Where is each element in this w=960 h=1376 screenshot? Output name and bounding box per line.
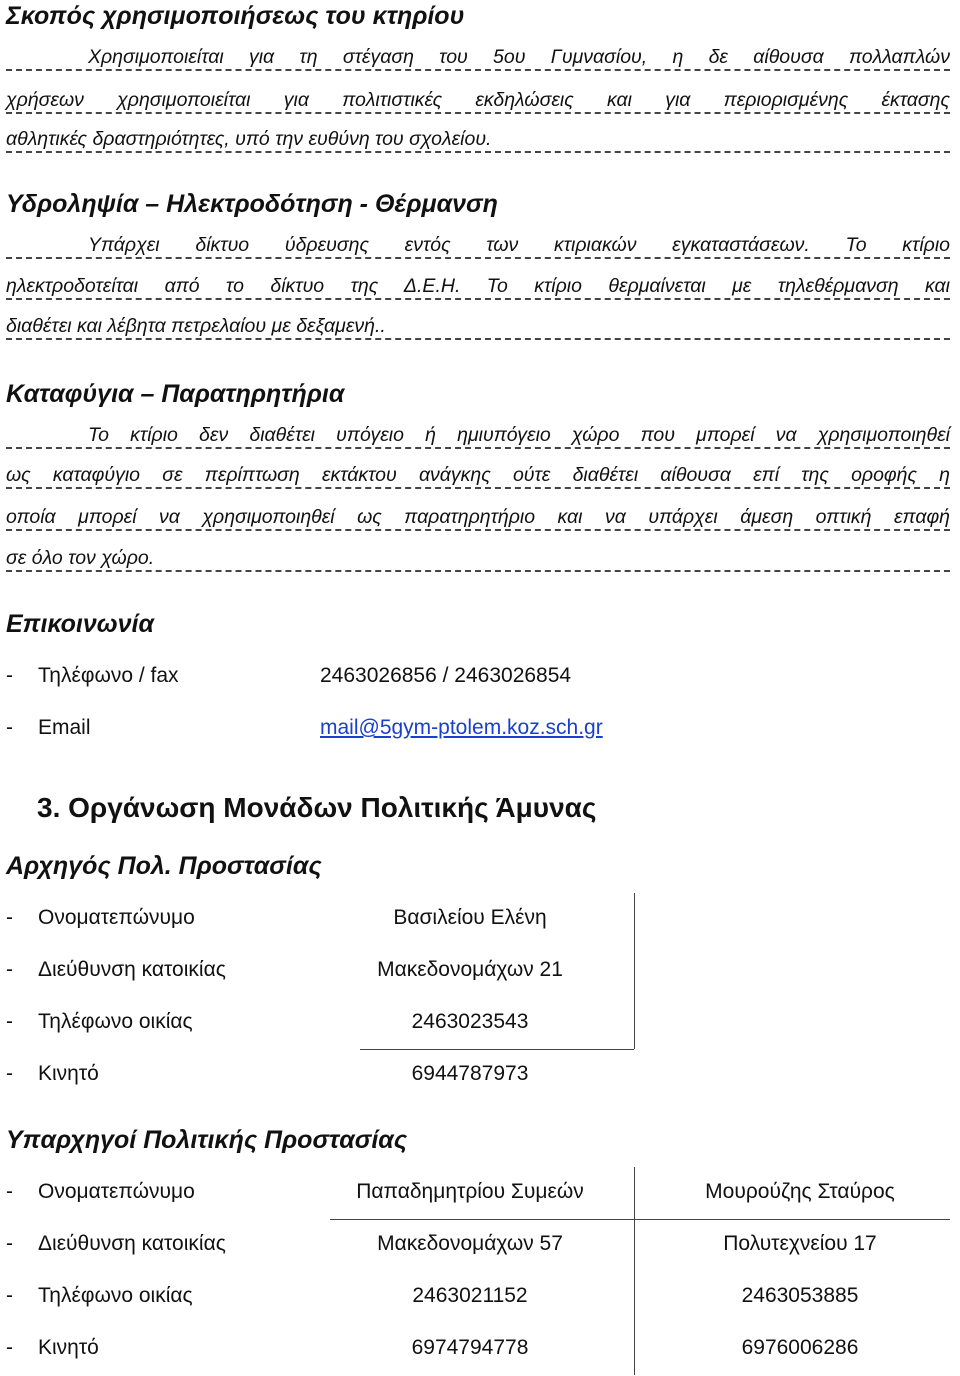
- shelters-line-2: ως καταφύγιο σε περίπτωση εκτάκτου ανάγκης ούτε διαθέτει αίθουσα επί της οροφής η: [6, 463, 950, 489]
- chief-mobile-label: Κινητό: [38, 1062, 99, 1085]
- deputy1-home-phone-value: 2463021152: [412, 1284, 528, 1307]
- chief-table-border: [634, 893, 635, 1049]
- usage-line-3: αθλητικές δραστηριότητες, υπό την ευθύνη του σχολείου.: [6, 127, 950, 153]
- utilities-heading: Υδροληψία – Ηλεκτροδότηση - Θέρμανση: [6, 190, 498, 218]
- deputy2-mobile-value: 6976006286: [741, 1336, 859, 1359]
- chief-row-address: [6, 958, 226, 982]
- deputies-mobile-label: Κινητό: [38, 1336, 99, 1359]
- deputies-row-home-phone: [6, 1284, 193, 1308]
- row-dash: -: [6, 1180, 13, 1203]
- contact-row-email: [6, 716, 91, 740]
- usage-line-2: χρήσεων χρησιμοποιείται για πολιτιστικές εκδηλώσεις και για περιορισμένης έκτασης: [6, 88, 950, 114]
- deputies-row-address: [6, 1232, 226, 1256]
- contact-row-phone: [6, 664, 179, 688]
- deputies-home-phone-label: Τηλέφωνο οικίας: [38, 1284, 193, 1307]
- chief-row-home-phone: [6, 1010, 193, 1034]
- deputies-row-name: [6, 1180, 195, 1204]
- contact-phone-value: 2463026856 / 2463026854: [320, 664, 572, 687]
- contact-phone-label: Τηλέφωνο / fax: [38, 664, 179, 687]
- deputy1-mobile-value: 6974794778: [411, 1336, 529, 1359]
- chief-address-label: Διεύθυνση κατοικίας: [38, 958, 226, 981]
- usage-heading: Σκοπός χρησιμοποιήσεως του κτηρίου: [6, 2, 465, 30]
- deputies-row-mobile: [6, 1336, 99, 1360]
- deputies-table-row-line: [330, 1219, 950, 1220]
- chief-home-phone-value: 2463023543: [411, 1010, 529, 1033]
- contact-email-label: Email: [38, 716, 91, 739]
- shelters-heading: Καταφύγια – Παρατηρητήρια: [6, 380, 345, 408]
- row-dash: -: [6, 906, 13, 929]
- chief-name-value: Βασιλείου Ελένη: [393, 906, 547, 929]
- row-dash: -: [6, 1336, 13, 1359]
- chief-heading: Αρχηγός Πολ. Προστασίας: [6, 852, 322, 880]
- chief-mobile-value: 6944787973: [411, 1062, 529, 1085]
- row-dash: -: [6, 958, 13, 981]
- deputy2-address-value: Πολυτεχνείου 17: [723, 1232, 877, 1255]
- chief-home-phone-label: Τηλέφωνο οικίας: [38, 1010, 193, 1033]
- contact-email-link[interactable]: mail@5gym-ptolem.koz.sch.gr: [320, 716, 603, 739]
- row-dash: -: [6, 716, 13, 739]
- deputy2-name-value: Μουρούζης Σταύρος: [705, 1180, 895, 1203]
- utilities-line-1: Υπάρχει δίκτυο ύδρευσης εντός των κτιριακών εγκαταστάσεων. Το κτίριο: [6, 233, 950, 259]
- utilities-line-3: διαθέτει και λέβητα πετρελαίου με δεξαμενή..: [6, 314, 950, 340]
- chief-row-mobile: [6, 1062, 99, 1086]
- deputies-table-divider: [634, 1167, 635, 1375]
- deputy1-name-value: Παπαδημητρίου Συμεών: [356, 1180, 584, 1203]
- deputies-address-label: Διεύθυνση κατοικίας: [38, 1232, 226, 1255]
- shelters-line-1: Το κτίριο δεν διαθέτει υπόγειο ή ημιυπόγειο χώρο που μπορεί να χρησιμοποιηθεί: [6, 423, 950, 449]
- chief-name-label: Ονοματεπώνυμο: [38, 906, 195, 929]
- usage-line-1: Χρησιμοποιείται για τη στέγαση του 5ου Γυμνασίου, η δε αίθουσα πολλαπλών: [6, 45, 950, 71]
- row-dash: -: [6, 1232, 13, 1255]
- chief-table-border-bottom: [360, 1049, 634, 1050]
- row-dash: -: [6, 1284, 13, 1307]
- row-dash: -: [6, 1062, 13, 1085]
- utilities-line-2: ηλεκτροδοτείται από το δίκτυο της Δ.Ε.Η. Το κτίριο θερμαίνεται με τηλεθέρμανση και: [6, 274, 950, 300]
- deputies-name-label: Ονοματεπώνυμο: [38, 1180, 195, 1203]
- shelters-line-4: σε όλο τον χώρο.: [6, 546, 950, 572]
- contact-heading: Επικοινωνία: [6, 610, 154, 638]
- organization-heading: 3. Οργάνωση Μονάδων Πολιτικής Άμυνας: [37, 792, 597, 823]
- deputy1-address-value: Μακεδονομάχων 57: [377, 1232, 563, 1255]
- deputies-heading: Υπαρχηγοί Πολιτικής Προστασίας: [6, 1126, 408, 1154]
- chief-row-name: [6, 906, 195, 930]
- row-dash: -: [6, 1010, 13, 1033]
- chief-address-value: Μακεδονομάχων 21: [377, 958, 563, 981]
- row-dash: -: [6, 664, 13, 687]
- deputy2-home-phone-value: 2463053885: [741, 1284, 859, 1307]
- shelters-line-3: οποία μπορεί να χρησιμοποιηθεί ως παρατηρητήριο και να υπάρχει άμεση οπτική επαφή: [6, 505, 950, 531]
